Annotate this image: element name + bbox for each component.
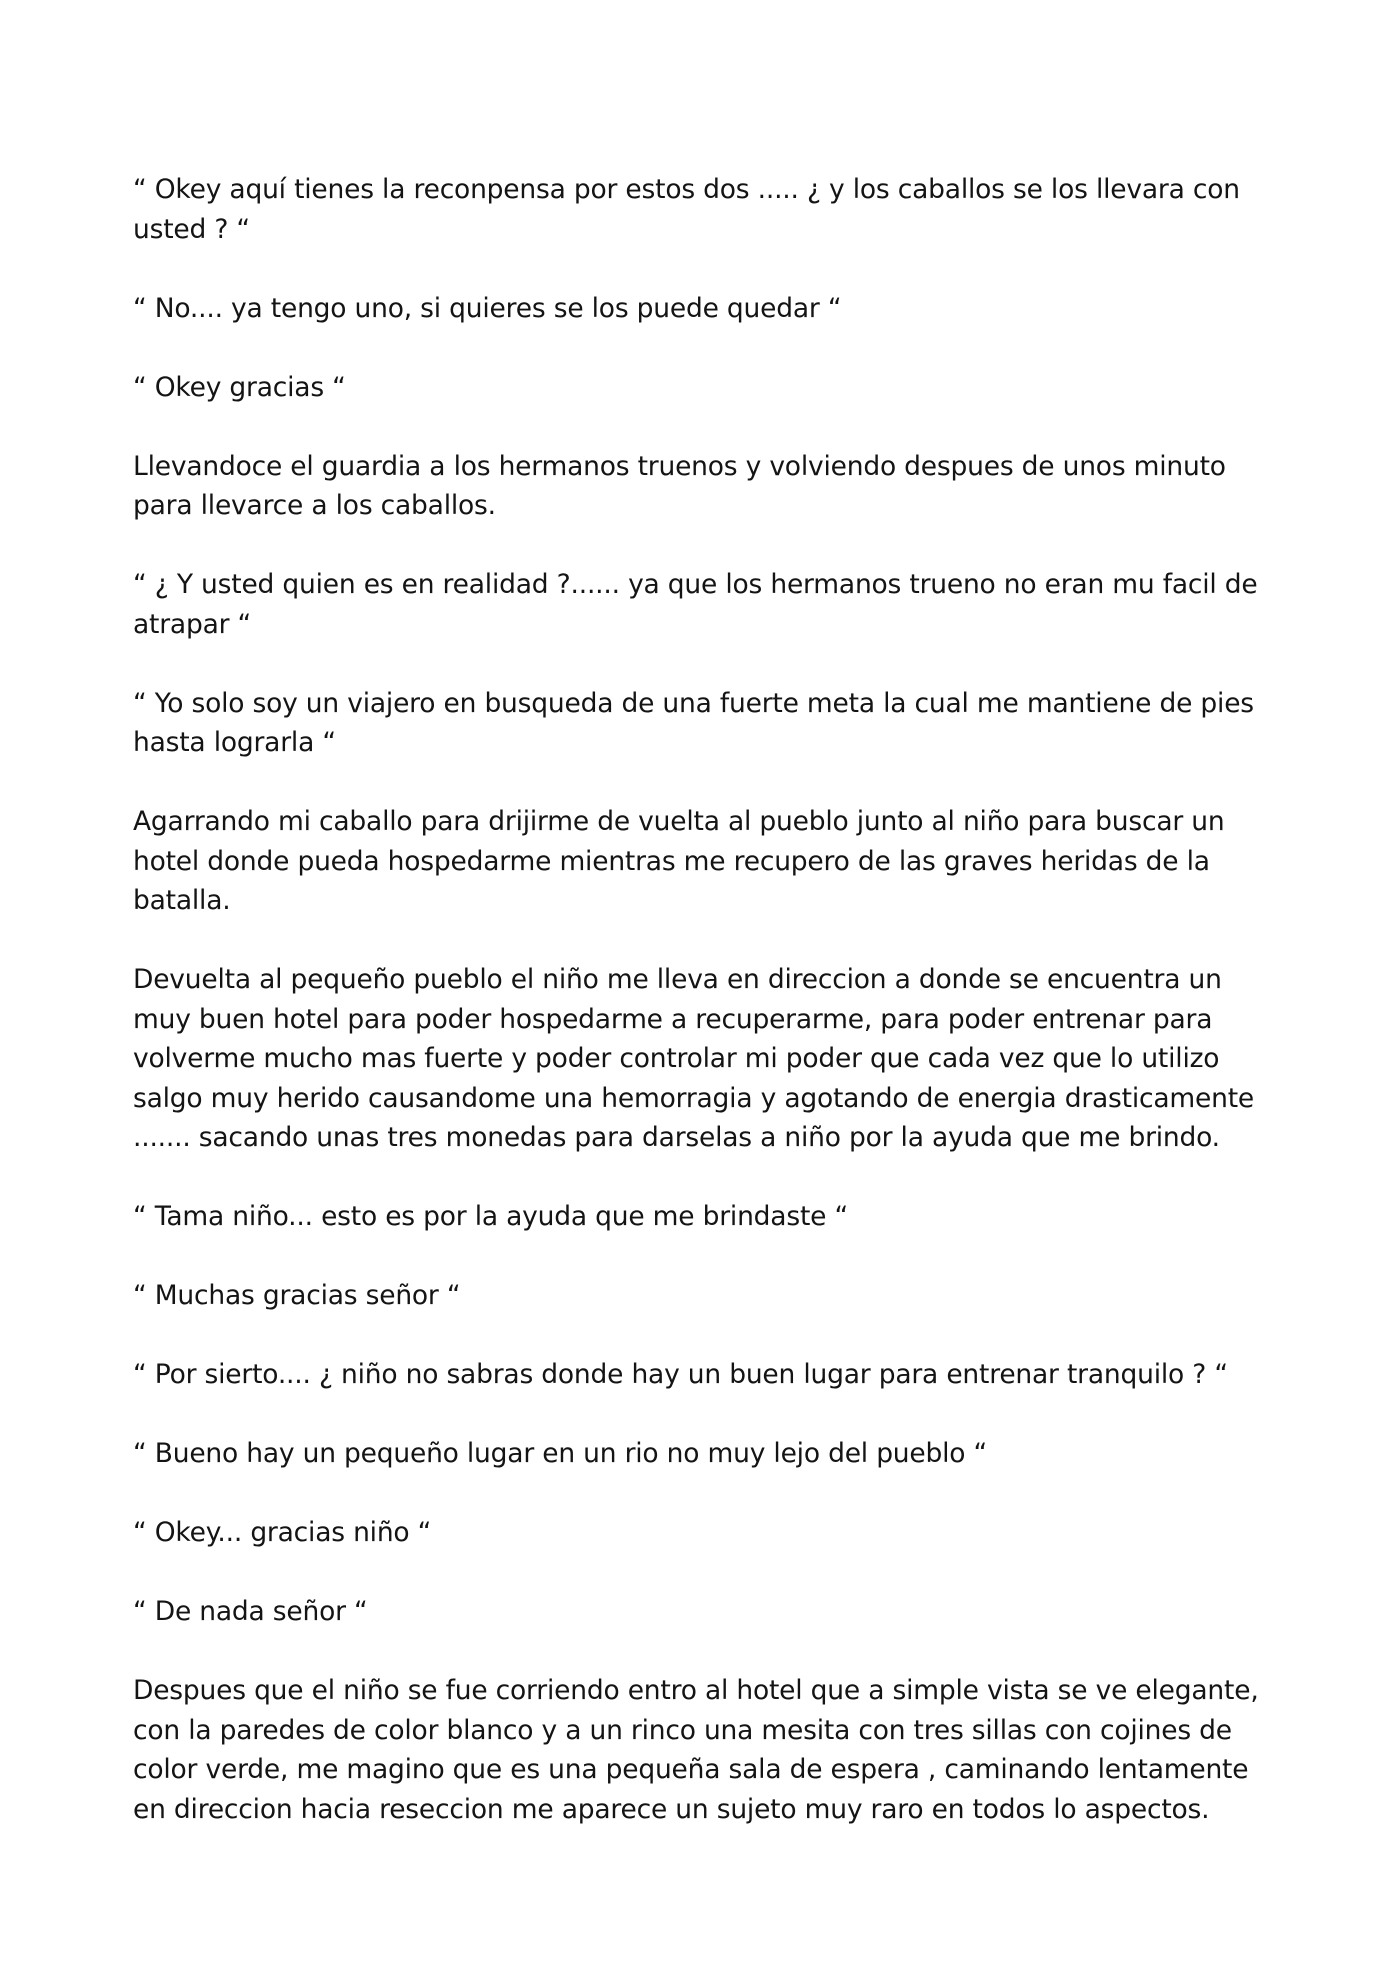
dialogue-paragraph: “ Tama niño... esto es por la ayuda que me brindaste “ bbox=[133, 1201, 848, 1232]
narrative-paragraph: Devuelta al pequeño pueblo el niño me lleva en direccion a donde se encuentra un muy buen hotel para poder hospedarme a recuperarme, para poder entrenar para volverme mucho mas fuerte y poder controlar mi poder que cada vez que lo utilizo salgo muy herido causandome una hemorragia y agotando de energia drasticamente ....... sacando unas tres monedas para darselas a niño por la ayuda que me brindo. bbox=[133, 964, 1255, 1153]
dialogue-paragraph: “ ¿ Y usted quien es en realidad ?...... ya que los hermanos trueno no eran mu facil de atrapar “ bbox=[133, 569, 1258, 640]
narrative-paragraph: Agarrando mi caballo para drijirme de vuelta al pueblo junto al niño para buscar un hotel donde pueda hospedarme mientras me recupero de las graves heridas de la batalla. bbox=[133, 806, 1225, 916]
dialogue-paragraph: “ Okey... gracias niño “ bbox=[133, 1517, 432, 1548]
narrative-paragraph: Despues que el niño se fue corriendo entro al hotel que a simple vista se ve elegante, con la paredes de color blanco y a un rinco una mesita con tres sillas con cojines de color verde, me magino que es una pequeña sala de espera , caminando lentamente en direccion hacia reseccion me aparece un sujeto muy raro en todos lo aspectos. bbox=[133, 1675, 1259, 1825]
dialogue-paragraph: “ De nada señor “ bbox=[133, 1596, 368, 1627]
dialogue-paragraph: “ Bueno hay un pequeño lugar en un rio no muy lejo del pueblo “ bbox=[133, 1438, 988, 1469]
dialogue-paragraph: “ Okey gracias “ bbox=[133, 371, 346, 403]
document-page bbox=[133, 170, 1273, 1829]
dialogue-paragraph: “ Muchas gracias señor “ bbox=[133, 1280, 461, 1311]
narrative-paragraph: Llevandoce el guardia a los hermanos truenos y volviendo despues de unos minuto para llevarce a los caballos. bbox=[133, 450, 1226, 521]
dialogue-paragraph: “ No.... ya tengo uno, si quieres se los puede quedar “ bbox=[133, 292, 842, 324]
dialogue-paragraph: “ Yo solo soy un viajero en busqueda de una fuerte meta la cual me mantiene de pies hasta lograrla “ bbox=[133, 687, 1254, 758]
dialogue-paragraph: “ Okey aquí tienes la reconpensa por estos dos ..... ¿ y los caballos se los llevara con usted ? “ bbox=[133, 174, 1240, 245]
dialogue-paragraph: “ Por sierto.... ¿ niño no sabras donde hay un buen lugar para entrenar tranquilo ? “ bbox=[133, 1359, 1228, 1390]
